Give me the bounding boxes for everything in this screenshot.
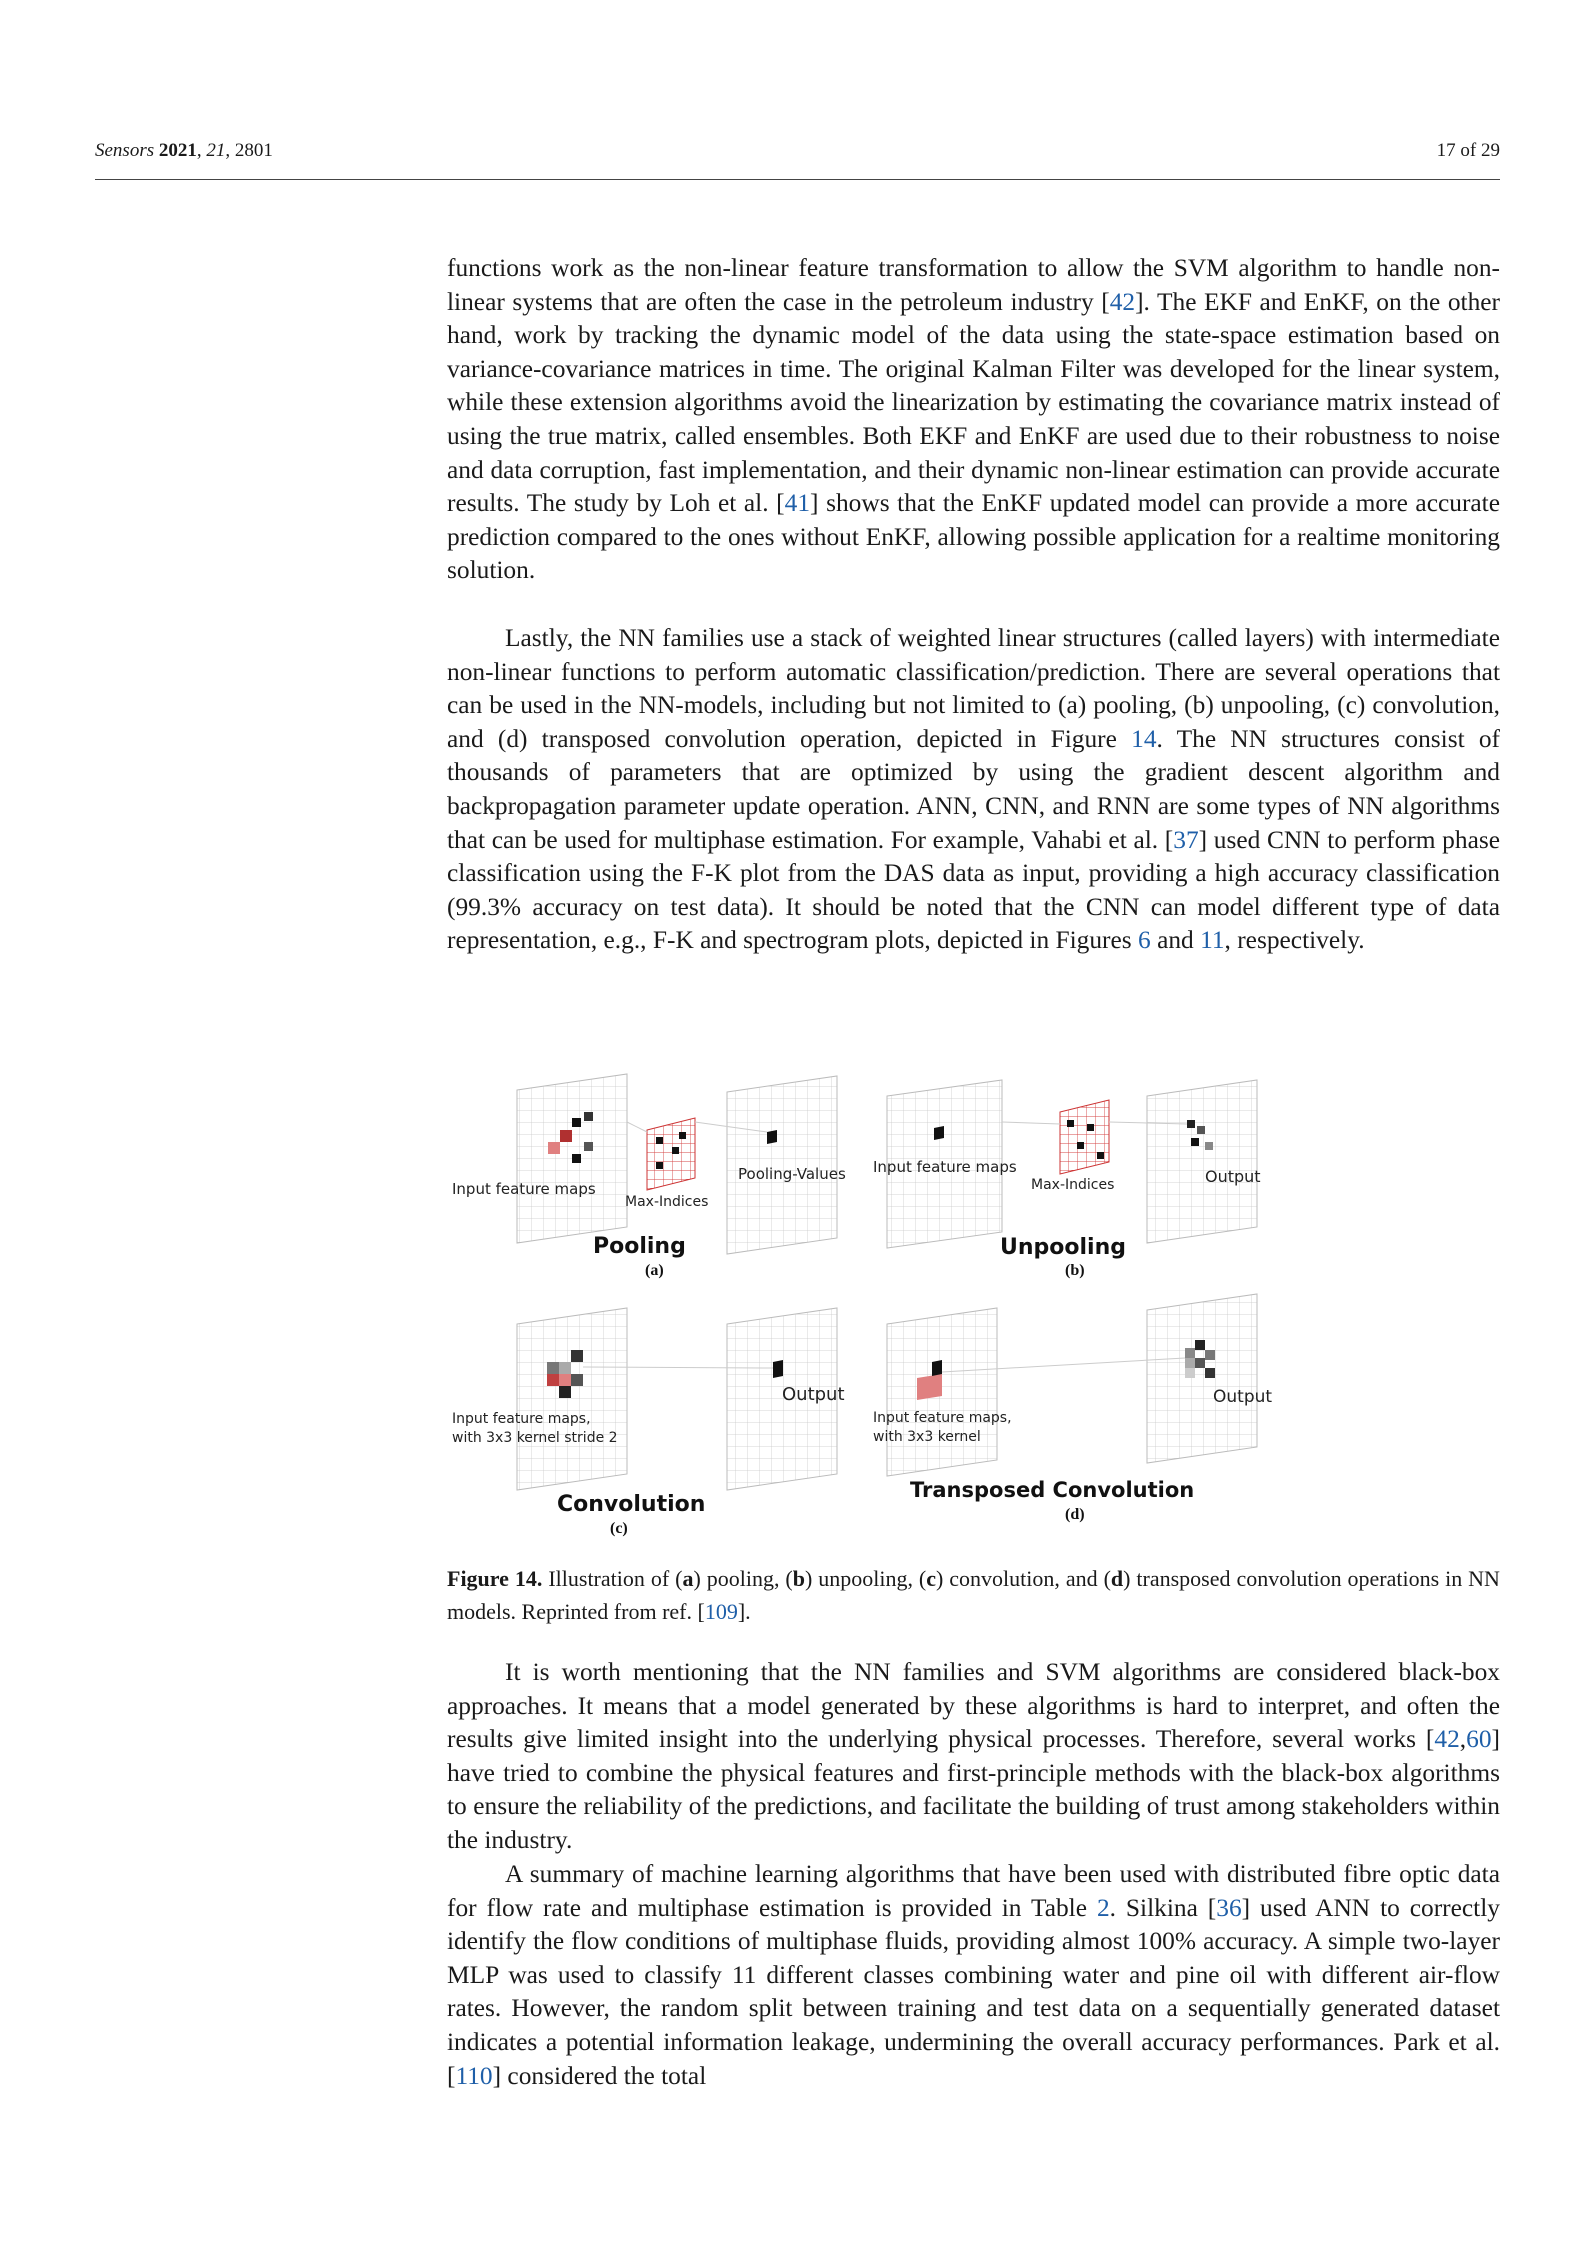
text: ] used ANN to correctly identify the flow conditions of multiphase fluids, providing almost 100% accuracy. A simple two-layer MLP was used to classify 11 different classes combining water and pine oil with different air-flow rates. However, the random split between training and test data on a sequentially generated dataset indicates a potential information leakage, undermining the overall accuracy performances. Park et al. [ bbox=[447, 1893, 1500, 2090]
pooling-title: Pooling bbox=[593, 1234, 686, 1259]
text: A summary of machine learning algorithms that have been used with distributed fibre optic data for flow rate and multiphase estimation is provided in Table bbox=[447, 1860, 1500, 1922]
figure-14-illustration bbox=[447, 1062, 1282, 1547]
text: d bbox=[1110, 1566, 1124, 1591]
text: ) pooling, ( bbox=[693, 1566, 793, 1591]
convolution-title: Convolution bbox=[557, 1492, 706, 1517]
transposed-convolution-panel bbox=[887, 1294, 1257, 1476]
figure-caption bbox=[447, 1562, 1500, 1628]
unpooling-sublabel: (b) bbox=[1065, 1262, 1085, 1279]
text: ) unpooling, ( bbox=[804, 1566, 927, 1591]
text: ]. The EKF and EnKF, on the other hand, work by tracking the dynamic model of the data using the state-space estimation based on variance-covariance matrices in time. The original Kalman Filter was developed for the linear system, while these extension algorithms avoid the linearization by estimating the covariance matrix instead of using the true matrix, called ensembles. Both EKF and EnKF are used due to their robustness to noise and data corruption, fast implementation, and their dynamic non-linear estimation can provide accurate results. The study by Loh et al. [ bbox=[447, 287, 1501, 518]
transposed-output-label: Output bbox=[1213, 1387, 1273, 1407]
unpooling-index-grid bbox=[1060, 1100, 1109, 1174]
text: c bbox=[926, 1566, 937, 1591]
journal-name: Sensors bbox=[95, 140, 155, 161]
unpooling-output-grid bbox=[1147, 1080, 1257, 1243]
text: , respectively. bbox=[1224, 926, 1365, 955]
figure-14 bbox=[447, 1062, 1282, 1547]
paragraph-4 bbox=[447, 1858, 1500, 2093]
convolution-input-label-2: with 3x3 kernel stride 2 bbox=[452, 1430, 618, 1446]
journal-year: 2021 bbox=[158, 140, 197, 161]
text: ] used CNN to perform phase classification using the F-K plot from the DAS data as input, providing a high accuracy classification (99.3% accuracy on test data). It should be noted that the CNN can model different type of data representation, e.g., F-K and spectrogram plots, depicted in Figures bbox=[447, 825, 1500, 955]
unpooling-output-label: Output bbox=[1205, 1167, 1261, 1186]
citation-link[interactable]: 60 bbox=[1466, 1725, 1492, 1754]
citation-link[interactable]: 36 bbox=[1216, 1893, 1242, 1922]
pooling-index-grid bbox=[647, 1118, 695, 1190]
figure-link[interactable]: 14 bbox=[1131, 724, 1157, 753]
paragraph-2 bbox=[447, 622, 1500, 958]
transposed-output-grid bbox=[1147, 1294, 1257, 1463]
convolution-input-label-1: Input feature maps, bbox=[452, 1411, 591, 1427]
convolution-input-grid bbox=[517, 1308, 627, 1490]
text: ] have tried to combine the physical features and first-principle methods with the black-box algorithms to ensure the reliability of the predictions, and facilitate the building of trust among stakeholders within the industry. bbox=[447, 1725, 1500, 1854]
text: b bbox=[792, 1566, 805, 1591]
article-number: 2801 bbox=[234, 140, 273, 161]
text: ]. bbox=[737, 1599, 751, 1624]
unpooling-indices-label: Max-Indices bbox=[1031, 1177, 1115, 1193]
unpooling-title: Unpooling bbox=[1000, 1235, 1126, 1260]
pooling-panel bbox=[517, 1074, 837, 1254]
text: , bbox=[1459, 1725, 1467, 1754]
citation-link[interactable]: 109 bbox=[704, 1599, 738, 1624]
paragraph-3 bbox=[447, 1656, 1500, 1858]
citation-link[interactable]: 110 bbox=[455, 2061, 493, 2090]
text: Lastly, the NN families use a stack of weighted linear structures (called layers) with intermediate non-linear functions to perform automatic classification/prediction. There are several operations that can be used in the NN-models, including but not limited to (a) pooling, (b) unpooling, (c) convolution, and (d) transposed convolution operation, depicted in Figure bbox=[447, 624, 1500, 753]
text: ) convolution, and ( bbox=[936, 1566, 1111, 1591]
paragraph-1 bbox=[447, 252, 1500, 588]
transposed-input-label-1: Input feature maps, bbox=[873, 1410, 1012, 1426]
citation-link[interactable]: 37 bbox=[1173, 825, 1199, 854]
text: ] shows that the EnKF updated model can provide a more accurate prediction compared to the ones without EnKF, allowing possible application for a realtime monitoring solution. bbox=[447, 489, 1500, 585]
transposed-sublabel: (d) bbox=[1065, 1506, 1085, 1523]
pooling-input-label: Input feature maps bbox=[452, 1180, 596, 1198]
convolution-sublabel: (c) bbox=[610, 1520, 628, 1537]
journal-citation: Sensors 2021, 21, 2801 bbox=[95, 140, 273, 161]
text: . Silkina [ bbox=[1109, 1893, 1217, 1922]
text: Illustration of ( bbox=[542, 1566, 683, 1591]
figure-link[interactable]: 11 bbox=[1200, 926, 1225, 955]
page-number: 17 of 29 bbox=[1436, 140, 1500, 161]
pooling-sublabel: (a) bbox=[645, 1262, 664, 1279]
citation-link[interactable]: 42 bbox=[1434, 1725, 1460, 1754]
journal-volume: 21 bbox=[206, 140, 226, 161]
page-header bbox=[95, 140, 1500, 180]
text: ) transposed convolution operations in NN models. Reprinted from ref. [ bbox=[447, 1566, 1500, 1624]
text: ] considered the total bbox=[492, 2061, 707, 2090]
pooling-indices-label: Max-Indices bbox=[625, 1194, 709, 1210]
citation-link[interactable]: 41 bbox=[784, 489, 811, 518]
header-rule bbox=[95, 179, 1500, 180]
caption-label: Figure 14. bbox=[447, 1566, 543, 1591]
text: It is worth mentioning that the NN families and SVM algorithms are considered black-box approaches. It means that a model generated by these algorithms is hard to interpret, and often the results give limited insight into the underlying physical processes. Therefore, several works [ bbox=[447, 1658, 1500, 1754]
figure-link[interactable]: 6 bbox=[1138, 926, 1151, 955]
transposed-title: Transposed Convolution bbox=[910, 1478, 1195, 1502]
convolution-output-label: Output bbox=[782, 1384, 845, 1405]
text: a bbox=[682, 1566, 694, 1591]
text: functions work as the non-linear feature transformation to allow the SVM algorithm to handle non-linear systems that are often the case in the petroleum industry [ bbox=[447, 254, 1500, 316]
text: . The NN structures consist of thousands of parameters that are optimized by using the gradient descent algorithm and backpropagation parameter update operation. ANN, CNN, and RNN are some types of NN algorithms that can be used for multiphase estimation. For example, Vahabi et al. [ bbox=[447, 724, 1500, 854]
citation-link[interactable]: 42 bbox=[1109, 287, 1136, 316]
unpooling-input-label: Input feature maps bbox=[873, 1158, 1017, 1176]
pooling-values-label: Pooling-Values bbox=[738, 1165, 846, 1183]
transposed-input-label-2: with 3x3 kernel bbox=[873, 1429, 981, 1445]
text: and bbox=[1150, 926, 1201, 955]
table-link[interactable]: 2 bbox=[1096, 1893, 1110, 1922]
